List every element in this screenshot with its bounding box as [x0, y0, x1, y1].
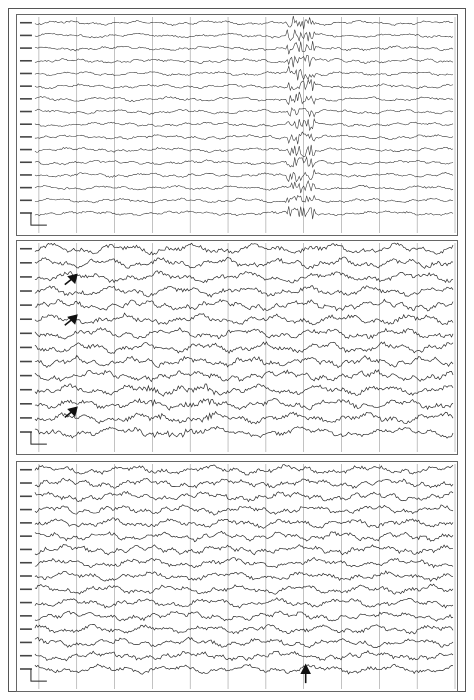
eeg-channel-trace	[35, 16, 453, 29]
channel-label	[20, 615, 32, 617]
channel-label	[20, 149, 32, 151]
eeg-channel-trace	[35, 571, 453, 582]
eeg-channel-trace	[35, 611, 453, 621]
eeg-channel-trace	[35, 132, 453, 144]
channel-label	[20, 200, 32, 202]
eeg-channel-trace	[35, 492, 453, 502]
eeg-channel-trace	[35, 426, 453, 438]
eeg-channel-trace	[35, 196, 453, 203]
channel-label	[20, 161, 32, 163]
eeg-channel-trace	[35, 157, 453, 167]
channel-label	[20, 262, 32, 264]
eeg-trace-top	[17, 15, 457, 235]
channel-label	[20, 375, 32, 377]
eeg-trace-bottom	[17, 462, 457, 691]
eeg-channel-trace	[35, 313, 453, 325]
channel-label	[20, 403, 32, 405]
channel-label	[20, 136, 32, 138]
eeg-channel-trace	[35, 465, 453, 475]
channel-label	[20, 98, 32, 100]
channel-label	[20, 655, 32, 657]
channel-label	[20, 304, 32, 306]
eeg-channel-trace	[35, 286, 453, 297]
eeg-channel-trace	[35, 243, 453, 255]
channel-label	[20, 35, 32, 37]
channel-label	[20, 417, 32, 419]
channel-label	[20, 482, 32, 484]
eeg-channel-trace	[35, 478, 453, 488]
eeg-channel-trace	[35, 531, 453, 541]
eeg-channel-trace	[35, 651, 453, 661]
eeg-channel-trace	[35, 299, 453, 311]
eeg-channel-trace	[35, 545, 453, 555]
channel-label	[20, 642, 32, 644]
channel-label	[20, 431, 32, 433]
channel-label	[20, 575, 32, 577]
eeg-channel-trace	[35, 664, 453, 674]
channel-label	[20, 85, 32, 87]
channel-label	[20, 535, 32, 537]
eeg-channel-trace	[35, 170, 453, 182]
channel-label	[20, 47, 32, 49]
eeg-channel-trace	[35, 557, 453, 567]
eeg-channel-trace	[35, 206, 453, 219]
eeg-channel-trace	[35, 411, 453, 423]
channel-label	[20, 469, 32, 471]
eeg-channel-trace	[35, 505, 453, 515]
eeg-channel-trace	[35, 624, 453, 634]
eeg-panel-top	[16, 14, 458, 236]
channel-label	[20, 496, 32, 498]
channel-label	[20, 123, 32, 125]
eeg-panel-middle	[16, 240, 458, 455]
channel-label	[20, 509, 32, 511]
eeg-channel-trace	[35, 584, 453, 594]
arrow-icon-up	[302, 665, 310, 683]
channel-label	[20, 248, 32, 250]
channel-label	[20, 628, 32, 630]
eeg-channel-trace	[35, 145, 453, 157]
eeg-channel-trace	[35, 399, 453, 411]
eeg-channel-trace	[35, 637, 453, 647]
eeg-channel-trace	[35, 328, 453, 339]
eeg-channel-trace	[35, 257, 453, 269]
channel-label	[20, 333, 32, 335]
channel-label	[20, 562, 32, 564]
eeg-trace-middle	[17, 241, 457, 454]
channel-label	[20, 602, 32, 604]
eeg-channel-trace	[35, 92, 453, 105]
channel-label	[20, 668, 32, 670]
channel-label	[20, 174, 32, 176]
channel-label	[20, 549, 32, 551]
channel-label	[20, 318, 32, 320]
channel-label	[20, 60, 32, 62]
eeg-channel-trace	[35, 370, 453, 382]
channel-label	[20, 522, 32, 524]
channel-label	[20, 187, 32, 189]
eeg-channel-trace	[35, 41, 453, 54]
eeg-panel-bottom	[16, 461, 458, 692]
channel-label	[20, 588, 32, 590]
eeg-channel-trace	[35, 55, 453, 67]
eeg-channel-trace	[35, 119, 453, 130]
channel-label	[20, 73, 32, 75]
eeg-channel-trace	[35, 79, 453, 91]
channel-label	[20, 290, 32, 292]
channel-label	[20, 347, 32, 349]
eeg-channel-trace	[35, 30, 453, 41]
eeg-channel-trace	[35, 342, 453, 353]
channel-label	[20, 111, 32, 113]
arrow-icon-left	[65, 407, 77, 417]
eeg-channel-trace	[35, 108, 453, 117]
eeg-channel-trace	[35, 271, 453, 283]
channel-label	[20, 212, 32, 214]
eeg-channel-trace	[35, 518, 453, 529]
channel-label	[20, 389, 32, 391]
eeg-channel-trace	[35, 384, 453, 396]
channel-label	[20, 276, 32, 278]
eeg-channel-trace	[35, 66, 453, 80]
channel-label	[20, 22, 32, 24]
eeg-channel-trace	[35, 598, 453, 608]
eeg-channel-trace	[35, 355, 453, 367]
eeg-channel-trace	[35, 181, 453, 193]
arrow-icon-left	[65, 275, 77, 285]
channel-label	[20, 361, 32, 363]
